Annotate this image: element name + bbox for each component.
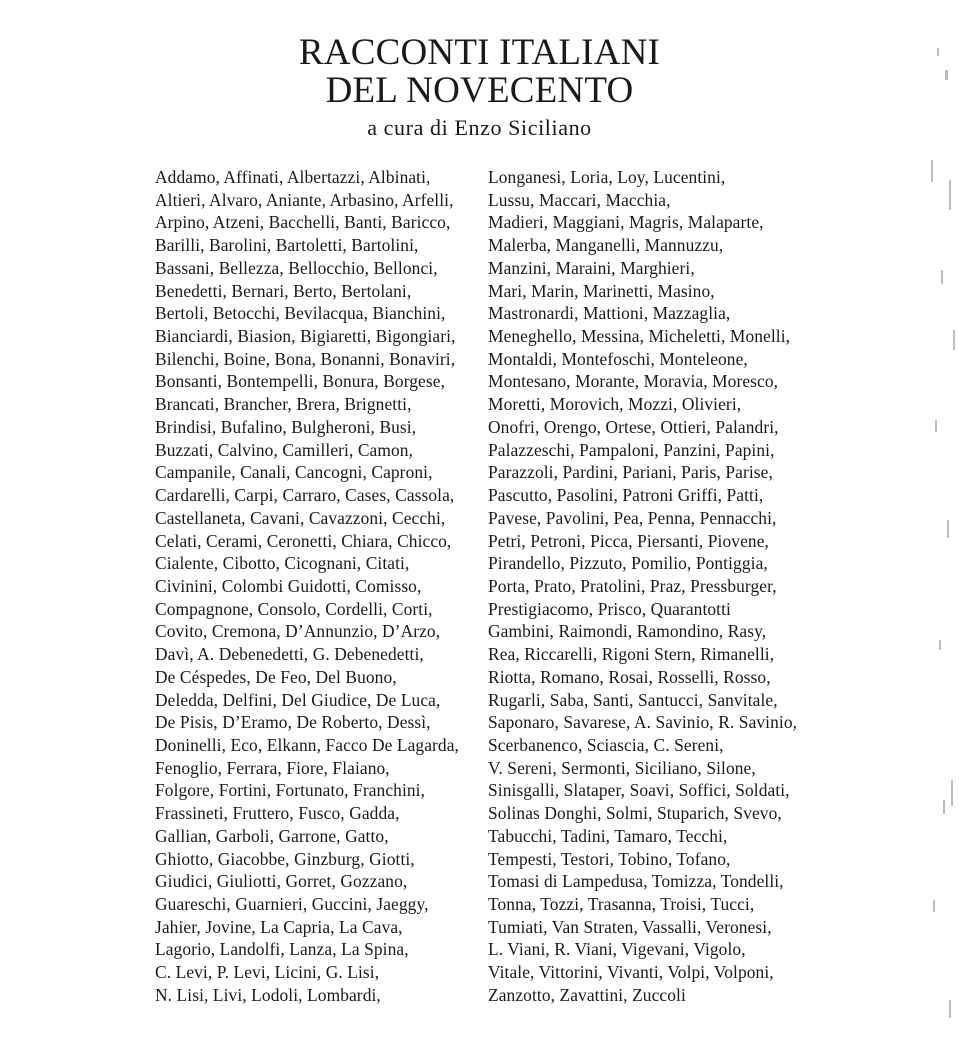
scan-mark [951, 780, 953, 806]
scan-mark [943, 800, 945, 814]
author-line: Fenoglio, Ferrara, Fiore, Flaiano, [155, 757, 390, 778]
author-line: De Céspedes, De Feo, Del Buono, [155, 666, 397, 687]
author-line: Manzini, Maraini, Marghieri, [488, 257, 695, 278]
author-line: Pascutto, Pasolini, Patroni Griffi, Patti, [488, 485, 764, 506]
author-line: Mastronardi, Mattioni, Mazzaglia, [488, 303, 731, 324]
author-line: Celati, Cerami, Ceronetti, Chiara, Chicco, [155, 530, 452, 551]
author-line: Tonna, Tozzi, Trasanna, Troisi, Tucci, [488, 894, 755, 914]
author-line: Addamo, Affinati, Albertazzi, Albinati, [155, 167, 431, 187]
author-line: Campanile, Canali, Cancogni, Caproni, [155, 462, 433, 483]
author-line: Rugarli, Saba, Santi, Santucci, Sanvitale, [488, 689, 778, 710]
author-line: Arpino, Atzeni, Bacchelli, Banti, Baricco, [155, 212, 451, 233]
author-line: Ghiotto, Giacobbe, Ginzburg, Giotti, [155, 848, 415, 869]
author-line: Altieri, Alvaro, Aniante, Arbasino, Arfelli, [155, 189, 454, 210]
author-line: Castellaneta, Cavani, Cavazzoni, Cecchi, [155, 507, 446, 528]
author-line: Barilli, Barolini, Bartoletti, Bartolini, [155, 235, 419, 256]
author-line: Palazzeschi, Pampaloni, Panzini, Papini, [488, 439, 775, 460]
author-line: Cardarelli, Carpi, Carraro, Cases, Cassola, [155, 485, 455, 506]
author-line: Bassani, Bellezza, Bellocchio, Bellonci, [155, 257, 438, 278]
author-line: Pirandello, Pizzuto, Pomilio, Pontiggia, [488, 553, 768, 574]
scan-mark [947, 520, 949, 538]
author-line: Gambini, Raimondi, Ramondino, Rasy, [488, 621, 767, 642]
author-line: Lussu, Maccari, Macchia, [488, 189, 671, 210]
author-line: Guareschi, Guarnieri, Guccini, Jaeggy, [155, 894, 429, 914]
scan-mark [953, 330, 955, 350]
author-line: L. Viani, R. Viani, Vigevani, Vigolo, [488, 939, 746, 960]
author-line: Pavese, Pavolini, Pea, Penna, Pennacchi, [488, 507, 777, 528]
scan-mark [949, 1000, 951, 1018]
author-line: Buzzati, Calvino, Camilleri, Camon, [155, 439, 414, 460]
author-line: Deledda, Delfini, Del Giudice, De Luca, [155, 689, 441, 710]
author-line: Meneghello, Messina, Micheletti, Monelli, [488, 326, 791, 347]
author-line: Doninelli, Eco, Elkann, Facco De Lagarda, [155, 734, 459, 755]
author-line: Frassineti, Fruttero, Fusco, Gadda, [155, 803, 400, 824]
author-line: Lagorio, Landolfi, Lanza, La Spina, [155, 939, 409, 960]
author-line: Montesano, Morante, Moravia, Moresco, [488, 371, 779, 392]
author-line: Bertoli, Betocchi, Bevilacqua, Bianchini, [155, 303, 446, 324]
author-line: Tabucchi, Tadini, Tamaro, Tecchi, [488, 825, 728, 846]
author-line: Benedetti, Bernari, Berto, Bertolani, [155, 280, 412, 301]
book-title-line-2: DEL NOVECENTO [325, 70, 634, 111]
scan-mark [941, 270, 943, 284]
scan-mark [937, 48, 939, 56]
author-line: Tempesti, Testori, Tobino, Tofano, [488, 848, 731, 869]
scan-mark [935, 420, 937, 432]
author-line: Longanesi, Loria, Loy, Lucentini, [488, 167, 726, 187]
author-line: Zanzotto, Zavattini, Zuccoli [488, 984, 686, 1005]
scan-mark [931, 160, 933, 182]
author-line: Vitale, Vittorini, Vivanti, Volpi, Volponi, [488, 962, 774, 983]
author-line: Tomasi di Lampedusa, Tomizza, Tondelli, [488, 871, 784, 892]
author-line: Brancati, Brancher, Brera, Brignetti, [155, 394, 412, 415]
author-line: N. Lisi, Livi, Lodoli, Lombardi, [155, 984, 381, 1005]
author-line: V. Sereni, Sermonti, Siciliano, Silone, [488, 757, 756, 778]
author-line: C. Levi, P. Levi, Licini, G. Lisi, [155, 962, 380, 983]
scan-mark [939, 640, 941, 650]
authors-left-column [155, 166, 485, 1007]
author-line: Saponaro, Savarese, A. Savinio, R. Savinio, [488, 712, 798, 733]
scan-mark [945, 70, 948, 80]
author-line: Sinisgalli, Slataper, Soavi, Soffici, Soldati, [488, 780, 790, 801]
author-line: De Pisis, D’Eramo, De Roberto, Dessì, [155, 712, 431, 733]
authors-right-column [488, 166, 828, 1007]
author-line: Jahier, Jovine, La Capria, La Cava, [155, 916, 403, 937]
author-line: Malerba, Manganelli, Mannuzzu, [488, 235, 724, 256]
author-line: Parazzoli, Pardini, Pariani, Paris, Parise, [488, 462, 773, 483]
author-line: Prestigiacomo, Prisco, Quarantotti [488, 598, 731, 619]
author-line: Montaldi, Montefoschi, Monteleone, [488, 348, 748, 369]
author-line: Mari, Marin, Marinetti, Masino, [488, 280, 715, 301]
author-line: Gallian, Garboli, Garrone, Gatto, [155, 825, 389, 846]
author-line: Covito, Cremona, D’Annunzio, D’Arzo, [155, 621, 441, 642]
author-line: Giudici, Giuliotti, Gorret, Gozzano, [155, 871, 408, 892]
author-line: Porta, Prato, Pratolini, Praz, Pressburger, [488, 575, 777, 596]
author-line: Bonsanti, Bontempelli, Bonura, Borgese, [155, 371, 446, 392]
author-line: Brindisi, Bufalino, Bulgheroni, Busi, [155, 416, 417, 437]
author-line: Cialente, Cibotto, Cicognani, Citati, [155, 553, 410, 574]
author-line: Madieri, Maggiani, Magris, Malaparte, [488, 212, 764, 233]
author-line: Civinini, Colombi Guidotti, Comisso, [155, 575, 422, 596]
author-line: Bilenchi, Boine, Bona, Bonanni, Bonaviri, [155, 348, 456, 369]
author-line: Folgore, Fortini, Fortunato, Franchini, [155, 780, 426, 801]
author-line: Moretti, Morovich, Mozzi, Olivieri, [488, 394, 742, 415]
scan-mark [933, 900, 935, 912]
author-line: Scerbanenco, Sciascia, C. Sereni, [488, 734, 724, 755]
scan-mark [949, 180, 951, 210]
author-line: Petri, Petroni, Picca, Piersanti, Piovene, [488, 530, 769, 551]
author-line: Davì, A. Debenedetti, G. Debenedetti, [155, 644, 424, 665]
author-line: Solinas Donghi, Solmi, Stuparich, Svevo, [488, 803, 782, 824]
author-line: Bianciardi, Biasion, Bigiaretti, Bigongiari, [155, 326, 456, 347]
author-line: Rea, Riccarelli, Rigoni Stern, Rimanelli, [488, 644, 775, 665]
scan-edge-marks [919, 0, 959, 1039]
author-line: Tumiati, Van Straten, Vassalli, Veronesi, [488, 916, 772, 937]
editor-credit: a cura di Enzo Siciliano [367, 115, 592, 140]
author-line: Riotta, Romano, Rosai, Rosselli, Rosso, [488, 666, 771, 687]
author-line: Onofri, Orengo, Ortese, Ottieri, Palandri, [488, 416, 779, 437]
author-line: Compagnone, Consolo, Cordelli, Corti, [155, 598, 433, 619]
book-title-line-1: RACCONTI ITALIANI [298, 32, 661, 73]
